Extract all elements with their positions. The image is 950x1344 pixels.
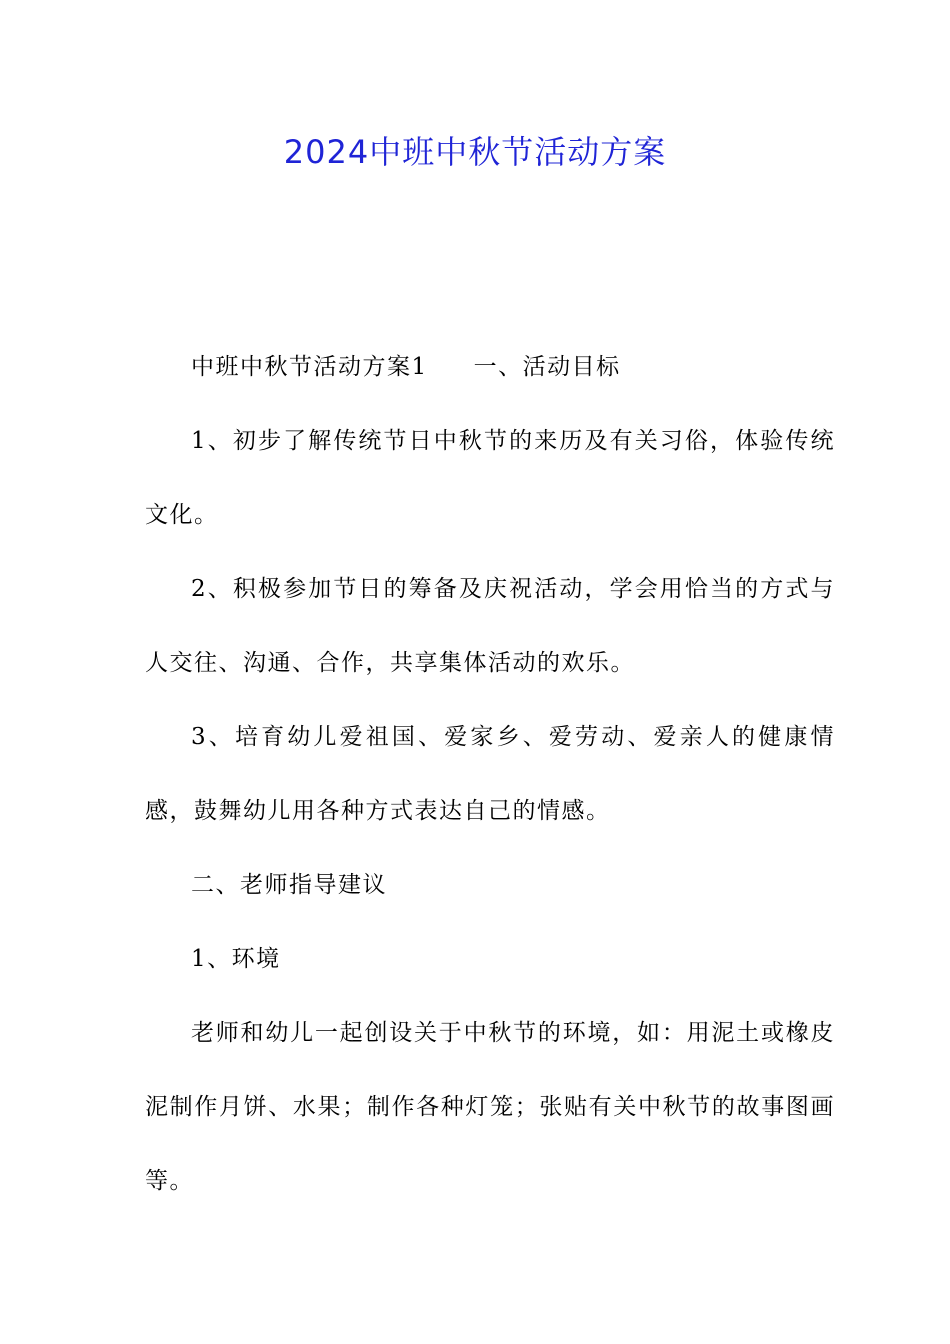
subheading-environment: 1、环境 <box>191 946 281 972</box>
document-body <box>145 330 835 1218</box>
plan-subtitle: 中班中秋节活动方案1 <box>191 354 428 380</box>
paragraph-plan-heading <box>145 330 835 404</box>
section-heading-goals: 一、活动目标 <box>473 354 621 380</box>
paragraph-environment: 老师和幼儿一起创设关于中秋节的环境，如：用泥土或橡皮泥制作月饼、水果；制作各种灯笼；张贴有关中秋节的故事图画等。 <box>145 1020 835 1194</box>
section-heading-guidance: 二、老师指导建议 <box>191 872 387 898</box>
paragraph-goal-2: 2、积极参加节日的筹备及庆祝活动，学会用恰当的方式与人交往、沟通、合作，共享集体活动的欢乐。 <box>145 576 835 676</box>
document-title: 2024中班中秋节活动方案 <box>283 133 667 171</box>
paragraph-goal-3: 3、培育幼儿爱祖国、爱家乡、爱劳动、爱亲人的健康情感，鼓舞幼儿用各种方式表达自己的情感。 <box>145 724 835 824</box>
paragraph-goal-1: 1、初步了解传统节日中秋节的来历及有关习俗，体验传统文化。 <box>145 428 835 528</box>
